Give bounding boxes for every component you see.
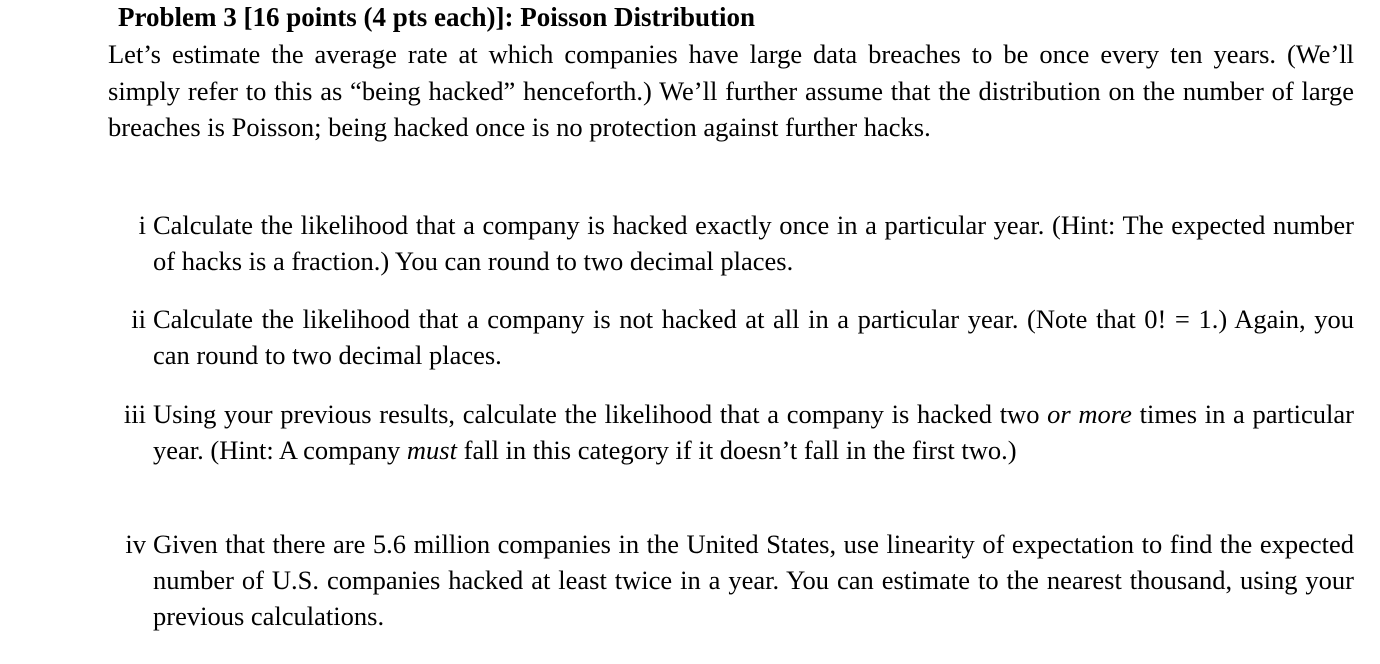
item-label: i <box>138 210 146 240</box>
item-label: ii <box>131 304 146 334</box>
item-text <box>153 396 1354 468</box>
item-label: iii <box>123 399 146 429</box>
emphasis-text: must <box>406 435 457 465</box>
item-text-part: times in a particular year. (Hint: A company <box>153 399 1354 465</box>
item-label: iv <box>125 529 146 559</box>
emphasis-text: or more <box>1047 399 1132 429</box>
problem-title: Problem 3 [16 points (4 pts each)]: Poisson Distribution <box>118 2 756 32</box>
item-text-part: fall in this category if it doesn’t fall in the first two.) <box>457 435 1017 465</box>
item-text: Given that there are 5.6 million companies in the United States, use linearity of expectation to find the expected number of U.S. companies hacked at least twice in a year. You can estimate to the nearest thousand, using your previous calculations. <box>153 529 1354 631</box>
item-text: Calculate the likelihood that a company is hacked exactly once in a particular year. (Hint: The expected number of hacks is a fraction.) You can round to two decimal places. <box>153 210 1354 276</box>
item-text: Calculate the likelihood that a company is not hacked at all in a particular year. (Note that 0! = 1.) Again, you can round to two decimal places. <box>153 304 1354 370</box>
problem-intro: Let’s estimate the average rate at which companies have large data breaches to be once every ten years. (We’ll simply refer to this as “being hacked” henceforth.) We’ll further assume that the distribution on the number of large breaches is Poisson; being hacked once is no protection against further hacks. <box>108 39 1354 143</box>
item-text-part: Using your previous results, calculate the likelihood that a company is hacked two <box>153 399 1048 429</box>
